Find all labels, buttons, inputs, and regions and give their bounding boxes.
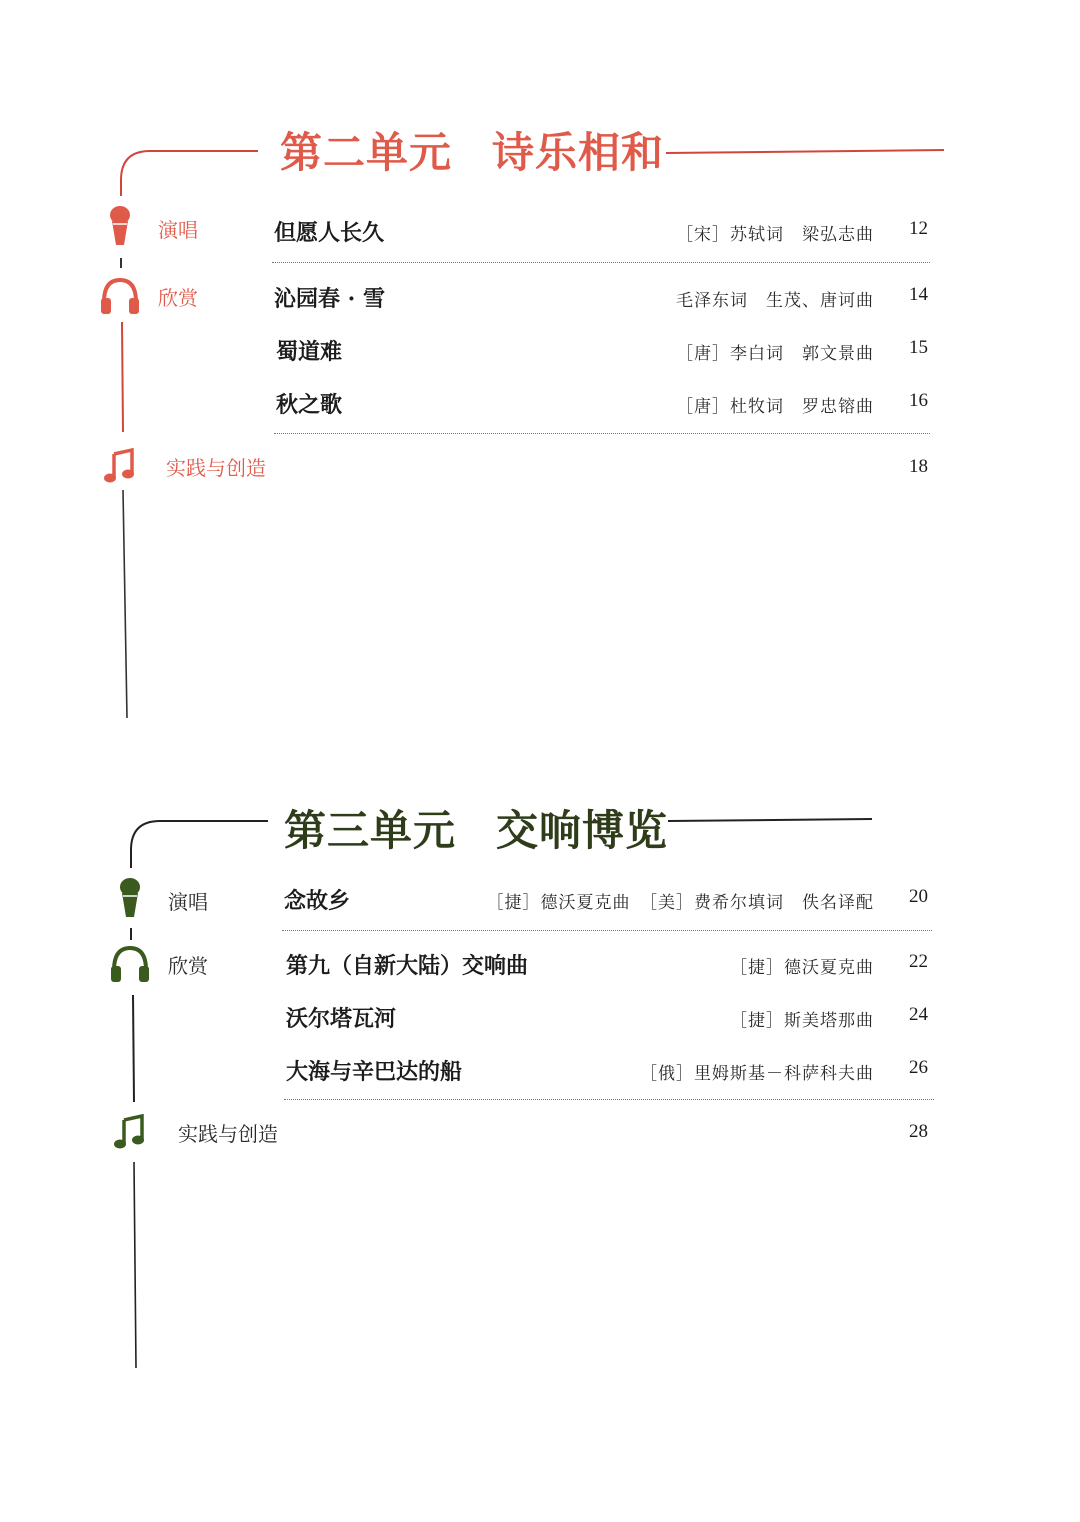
toc-entry[interactable] — [286, 1002, 928, 1033]
entry-page: 18 — [909, 456, 928, 477]
toc-entry[interactable] — [286, 949, 928, 980]
category-label: 欣赏 — [168, 953, 208, 978]
category-label: 实践与创造 — [166, 455, 266, 480]
entry-page: 20 — [909, 886, 928, 907]
unit-name: 交响博览 — [496, 806, 669, 855]
category-practice — [96, 442, 266, 490]
dotted-divider — [274, 433, 930, 434]
category-label: 演唱 — [158, 217, 198, 242]
toc-entry[interactable] — [274, 282, 928, 313]
unit-number: 第二单元 — [280, 128, 453, 177]
entry-credit: ［唐］李白词 郭文景曲 — [676, 344, 874, 364]
entry-title: 大海与辛巴达的船 — [286, 1059, 463, 1085]
toc-entry[interactable] — [274, 216, 928, 247]
music-note-icon — [96, 442, 144, 490]
entry-page: 28 — [909, 1121, 928, 1142]
entry-page: 24 — [909, 1004, 928, 1025]
entry-credit: ［捷］德沃夏克曲 — [730, 958, 874, 978]
entry-credit: 毛泽东词 生茂、唐诃曲 — [676, 291, 874, 311]
category-label: 实践与创造 — [178, 1121, 278, 1146]
toc-entry[interactable] — [284, 884, 928, 915]
entry-page: 12 — [909, 218, 928, 239]
entry-title: 但愿人长久 — [274, 220, 385, 246]
unit-title — [280, 120, 664, 180]
entry-credit: ［宋］苏轼词 梁弘志曲 — [676, 225, 874, 245]
unit-title — [284, 798, 668, 858]
entry-title: 念故乡 — [284, 888, 351, 914]
entry-credit: ［捷］斯美塔那曲 — [730, 1011, 874, 1031]
entry-page: 14 — [909, 284, 928, 305]
entry-page: 16 — [909, 390, 928, 411]
dotted-divider — [284, 1099, 934, 1100]
toc-entry[interactable] — [276, 388, 928, 419]
category-label: 演唱 — [168, 889, 208, 914]
category-sing — [96, 204, 198, 252]
toc-entry[interactable] — [276, 335, 928, 366]
entry-title: 沃尔塔瓦河 — [286, 1006, 397, 1032]
category-practice — [106, 1108, 278, 1156]
dotted-divider — [282, 930, 932, 931]
entry-title: 秋之歌 — [276, 392, 343, 418]
headphones-icon — [96, 272, 144, 320]
category-listen — [106, 940, 208, 988]
category-listen — [96, 272, 198, 320]
unit-name: 诗乐相和 — [492, 128, 665, 177]
entry-credit: ［俄］里姆斯基－科萨科夫曲 — [640, 1064, 874, 1084]
microphone-icon — [96, 204, 144, 252]
entry-title: 沁园春 · 雪 — [274, 286, 385, 312]
category-label: 欣赏 — [158, 285, 198, 310]
microphone-icon — [106, 876, 154, 924]
toc-entry[interactable] — [286, 1055, 928, 1086]
entry-credit: ［捷］德沃夏克曲 ［美］费希尔填词 佚名译配 — [486, 893, 874, 913]
entry-title: 第九（自新大陆）交响曲 — [286, 953, 529, 979]
headphones-icon — [106, 940, 154, 988]
entry-page: 15 — [909, 337, 928, 358]
entry-title: 蜀道难 — [276, 339, 343, 365]
entry-page: 22 — [909, 951, 928, 972]
unit-number: 第三单元 — [284, 806, 457, 855]
entry-page: 26 — [909, 1057, 928, 1078]
category-sing — [106, 876, 208, 924]
music-note-icon — [106, 1108, 154, 1156]
entry-credit: ［唐］杜牧词 罗忠镕曲 — [676, 397, 874, 417]
dotted-divider — [272, 262, 930, 263]
